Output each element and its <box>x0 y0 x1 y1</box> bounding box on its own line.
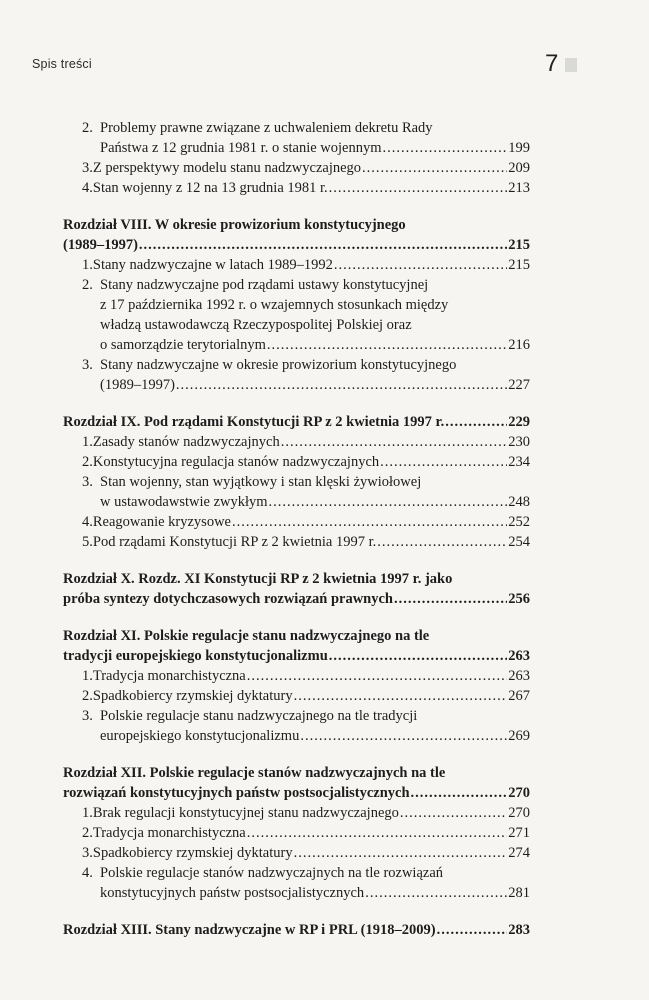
page-ref: 215 <box>508 257 530 273</box>
page-ref: 270 <box>508 805 530 821</box>
chapter-12-title[interactable]: rozwiązań konstytucyjnych państw postsocjalistycznych ..... 270 <box>63 783 530 803</box>
chapter-8-title-line1: Rozdział VIII. W okresie prowizorium konstytucyjnego <box>63 217 406 233</box>
toc-item-12-2[interactable]: 2. Tradycja monarchistyczna ..... 271 <box>82 823 530 843</box>
chapter-10-title[interactable]: próba syntezy dotychczasowych rozwiązań prawnych ..... 256 <box>63 589 530 609</box>
toc-item-12-4[interactable]: konstytucyjnych państw postsocjalistycznych ..... 281 <box>100 883 530 903</box>
chapter-11-title-line1: Rozdział XI. Polskie regulacje stanu nadzwyczajnego na tle <box>63 628 430 644</box>
toc-item-9-4[interactable]: 4. Reagowanie kryzysowe ..... 252 <box>82 512 530 532</box>
page-ref: 199 <box>508 140 530 156</box>
toc-item-12-4-line1: 4. Polskie regulacje stanów nadzwyczajnych na tle rozwiązań <box>82 865 444 881</box>
toc-item-12-1[interactable]: 1. Brak regulacji konstytucyjnej stanu nadzwyczajnego ..... 270 <box>82 803 530 823</box>
page-ref: 230 <box>508 434 530 450</box>
toc-item-7-3[interactable]: 3. Z perspektywy modelu stanu nadzwyczajnego ..... 209 <box>82 158 530 178</box>
page-ref: 270 <box>508 785 530 801</box>
chapter-10-title-line1: Rozdział X. Rozdz. XI Konstytucji RP z 2 kwietnia 1997 r. jako <box>63 571 453 587</box>
page-ref: 283 <box>508 922 530 938</box>
page-ref: 213 <box>508 180 530 196</box>
toc-item-7-4[interactable]: 4. Stan wojenny z 12 na 13 grudnia 1981 r. ..... 213 <box>82 178 530 198</box>
toc-item-8-2-line2: z 17 października 1992 r. o wzajemnych stosunkach między <box>100 297 449 313</box>
page-edge-mark <box>565 58 577 72</box>
running-header-title: Spis treści <box>32 57 92 71</box>
toc-item-12-3[interactable]: 3. Spadkobiercy rzymskiej dyktatury ..... 274 <box>82 843 530 863</box>
toc-item-9-5[interactable]: 5. Pod rządami Konstytucji RP z 2 kwietnia 1997 r. ..... 254 <box>82 532 530 552</box>
toc-item-8-1[interactable]: 1. Stany nadzwyczajne w latach 1989–1992 ..... 215 <box>82 255 530 275</box>
page-ref: 269 <box>508 728 530 744</box>
toc-item-8-2[interactable]: o samorządzie terytorialnym ..... 216 <box>100 335 530 355</box>
toc-item-11-3[interactable]: europejskiego konstytucjonalizmu ..... 269 <box>100 726 530 746</box>
page-ref: 274 <box>508 845 530 861</box>
toc-item-8-2-line1: 2. Stany nadzwyczajne pod rządami ustawy konstytucyjnej <box>82 277 429 293</box>
toc-item-8-3[interactable]: (1989–1997) ..... 227 <box>100 375 530 395</box>
toc-item-9-1[interactable]: 1. Zasady stanów nadzwyczajnych ..... 230 <box>82 432 530 452</box>
chapter-12-title-line1: Rozdział XII. Polskie regulacje stanów nadzwyczajnych na tle <box>63 765 446 781</box>
page-ref: 215 <box>508 237 530 253</box>
page-ref: 267 <box>508 688 530 704</box>
toc-item-8-3-line1: 3. Stany nadzwyczajne w okresie prowizorium konstytucyjnego <box>82 357 457 373</box>
page-ref: 281 <box>508 885 530 901</box>
chapter-9-title[interactable]: Rozdział IX. Pod rządami Konstytucji RP z 2 kwietnia 1997 r. ..... 229 <box>63 412 530 432</box>
toc-item-11-2[interactable]: 2. Spadkobiercy rzymskiej dyktatury ..... 267 <box>82 686 530 706</box>
page-ref: 227 <box>508 377 530 393</box>
chapter-13-title[interactable]: Rozdział XIII. Stany nadzwyczajne w RP i PRL (1918–2009) ..... 283 <box>63 920 530 940</box>
page-ref: 234 <box>508 454 530 470</box>
chapter-8-title[interactable]: (1989–1997) ..... 215 <box>63 235 530 255</box>
toc-item-11-1[interactable]: 1. Tradycja monarchistyczna ..... 263 <box>82 666 530 686</box>
chapter-11-title[interactable]: tradycji europejskiego konstytucjonalizmu ..... 263 <box>63 646 530 666</box>
toc-item-9-3[interactable]: w ustawodawstwie zwykłym ..... 248 <box>100 492 530 512</box>
toc-item-9-3-line1: 3. Stan wojenny, stan wyjątkowy i stan klęski żywiołowej <box>82 474 422 490</box>
page-ref: 229 <box>508 414 530 430</box>
toc-item-7-2-line1: 2. Problemy prawne związane z uchwaleniem dekretu Rady <box>82 120 433 136</box>
page-ref: 271 <box>508 825 530 841</box>
toc-item-9-2[interactable]: 2. Konstytucyjna regulacja stanów nadzwyczajnych ..... 234 <box>82 452 530 472</box>
toc-item-7-2[interactable]: Państwa z 12 grudnia 1981 r. o stanie wojennym ..... 199 <box>100 138 530 158</box>
page-number: 7 <box>545 50 559 77</box>
toc-item-8-2-line3: władzą ustawodawczą Rzeczypospolitej Polskiej oraz <box>100 317 412 333</box>
page-ref: 256 <box>508 591 530 607</box>
page-ref: 263 <box>508 648 530 664</box>
page-ref: 248 <box>508 494 530 510</box>
page-ref: 209 <box>508 160 530 176</box>
page-ref: 263 <box>508 668 530 684</box>
page-ref: 254 <box>508 534 530 550</box>
page-ref: 252 <box>508 514 530 530</box>
toc-item-11-3-line1: 3. Polskie regulacje stanu nadzwyczajnego na tle tradycji <box>82 708 418 724</box>
page-ref: 216 <box>508 337 530 353</box>
